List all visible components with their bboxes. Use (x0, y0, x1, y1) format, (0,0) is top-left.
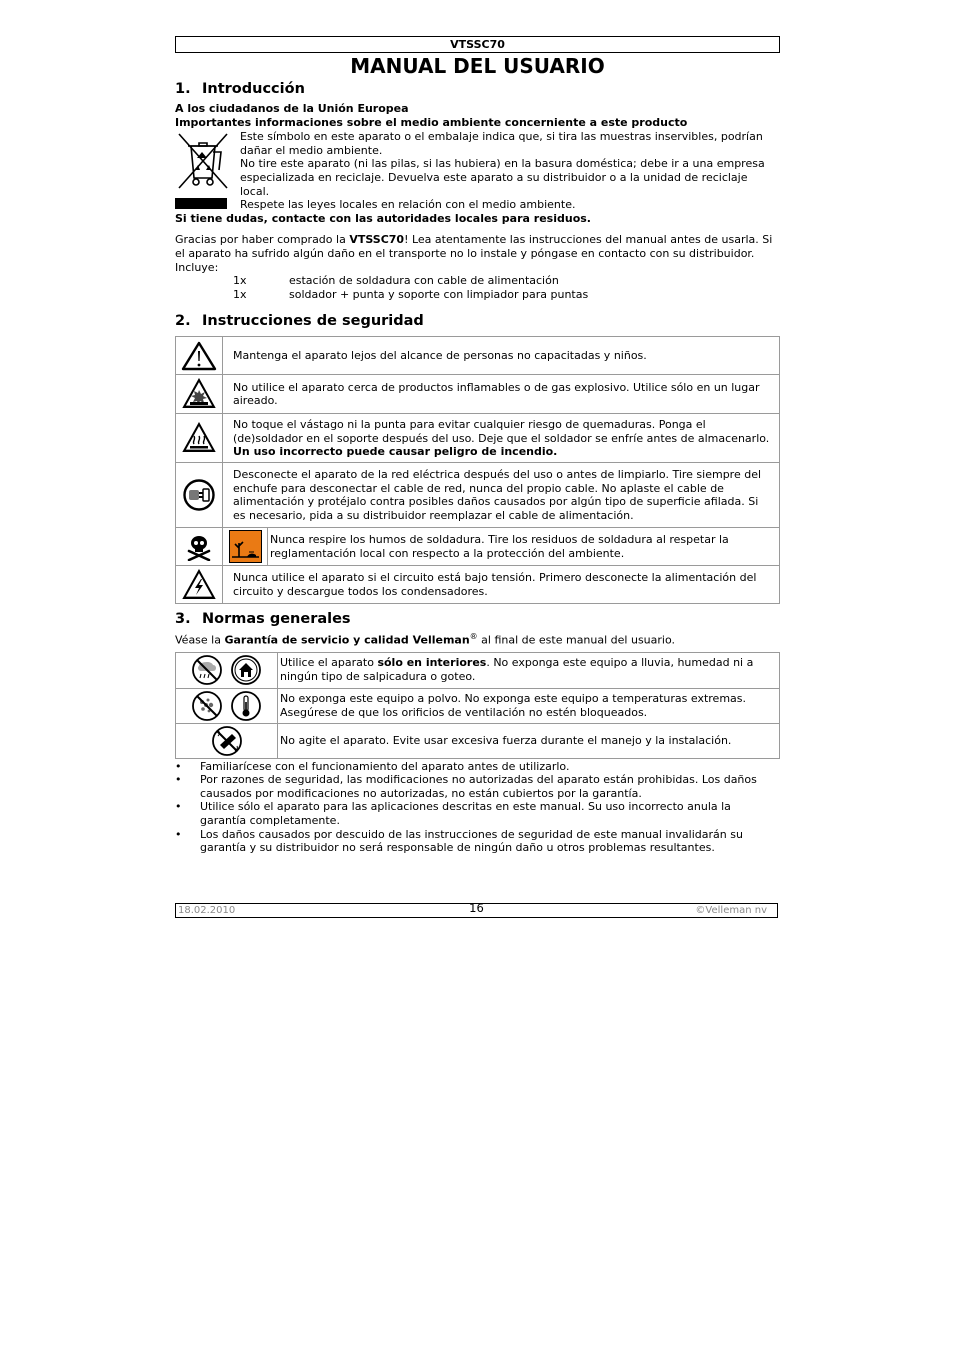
table-row (176, 566, 780, 604)
weee-contact-note: Si tiene dudas, contacte con las autoridades locales para residuos. (175, 211, 591, 225)
safety-text: Nunca respire los humos de soldadura. Tire los residuos de soldadura al respetar la reglamentación local con respecto a la protección del ambiente. (268, 528, 780, 566)
no-shaking-icon (176, 723, 278, 758)
table-row (176, 463, 780, 528)
section-safety-heading: 2. Instrucciones de seguridad (175, 313, 424, 330)
page-number: 16 (469, 901, 484, 915)
table-row (176, 375, 780, 414)
dust-temperature-icon (176, 688, 278, 723)
table-row (176, 652, 780, 688)
page-title: MANUAL DEL USUARIO (350, 54, 605, 78)
table-row (176, 723, 780, 758)
general-text: Utilice el aparato sólo en interiores. No exponga este equipo a lluvia, humedad ni a ningún tipo de salpicadura o goteo. (278, 652, 780, 688)
general-text: No agite el aparato. Evite usar excesiva fuerza durante el manejo y la instalación. (278, 723, 780, 758)
eu-environment-heading: Importantes informaciones sobre el medio ambiente concerniente a este producto (175, 115, 688, 129)
general-text: No exponga este equipo a polvo. No exponga este equipo a temperaturas extremas. Asegúrese de que los orificios de ventilación no estén bloqueados. (278, 688, 780, 723)
explosion-warning-icon (176, 375, 223, 414)
list-item: 1x soldador + punta y soporte con limpiador para puntas (233, 287, 589, 301)
list-item: 1x estación de soldadura con cable de alimentación (233, 274, 559, 288)
weee-paragraph-1: Este símbolo en este aparato o el embalaje indica que, si tira las muestras inservibles, podrían dañar el medio ambiente. (240, 130, 763, 157)
list-item: • Por razones de seguridad, las modificaciones no autorizadas del aparato están prohibidas. Los daños causados por modificaciones no autorizadas, no están cubiertos por la garantía. (175, 773, 780, 800)
list-item: • Utilice sólo el aparato para las aplicaciones descritas en este manual. Su uso incorrecto anula la garantía completamente. (175, 800, 780, 827)
footer-date: 18.02.2010 (178, 905, 236, 916)
includes-list (233, 274, 780, 301)
eu-citizens-heading: A los ciudadanos de la Unión Europea (175, 102, 409, 115)
table-row (176, 528, 780, 566)
environment-hazard-icon (223, 528, 268, 566)
safety-text: No utilice el aparato cerca de productos inflamables o de gas explosivo. Utilice sólo en un lugar aireado. (223, 375, 780, 414)
indoor-use-only-icon (176, 652, 278, 688)
table-row (176, 688, 780, 723)
model-header: VTSSC70 (175, 36, 780, 53)
toxic-skull-icon (176, 528, 223, 566)
safety-table (175, 336, 780, 604)
unplug-icon (176, 463, 223, 528)
manual-page (175, 36, 780, 855)
safety-text: Mantenga el aparato lejos del alcance de personas no capacitadas y niños. (223, 337, 780, 375)
table-row (176, 414, 780, 463)
warning-exclamation-icon (176, 337, 223, 375)
weee-paragraph-3: Respete las leyes locales en relación con el medio ambiente. (240, 198, 576, 212)
footer-copyright: ©Velleman nv (695, 905, 767, 916)
list-item: • Los daños causados por descuido de las instrucciones de seguridad de este manual invalidarán su garantía y su distribuidor no será responsable de ningún daño u otros problemas resultantes. (175, 828, 780, 855)
list-item: • Familiarícese con el funcionamiento del aparato antes de utilizarlo. (175, 760, 780, 774)
section-intro-heading: 1. Introducción (175, 81, 305, 97)
safety-text: Nunca utilice el aparato si el circuito está bajo tensión. Primero desconecte la alimentación del circuito y descargue todos los condensadores. (223, 566, 780, 604)
general-bullet-list (175, 760, 780, 855)
warranty-reference: Véase la Garantía de servicio y calidad Velleman® al final de este manual del usuario. (175, 632, 676, 647)
safety-text: No toque el vástago ni la punta para evitar cualquier riesgo de quemaduras. Ponga el (de)soldador en el soporte después del uso. Deje que el soldador se enfríe antes de almacenarlo. Un uso incorrecto puede causar peligro de incendio. (223, 414, 780, 463)
section-general-heading: 3. Normas generales (175, 611, 351, 628)
crossed-bin-icon (175, 130, 231, 211)
thanks-paragraph: Gracias por haber comprado la VTSSC70! Lea atentamente las instrucciones del manual antes de usarla. Si el aparato ha sufrido algún daño en el transporte no lo instale y póngase en contacto con su distribuidor. (175, 233, 773, 260)
hot-surface-warning-icon (176, 414, 223, 463)
page-footer (175, 903, 778, 918)
general-table (175, 652, 780, 759)
weee-paragraph-2: No tire este aparato (ni las pilas, si las hubiera) en la basura doméstica; debe ir a una empresa especializada en reciclaje. Devuelva este aparato a su distribuidor o a la unidad de reciclaje local. (240, 157, 765, 198)
safety-text: Desconecte el aparato de la red eléctrica después del uso o antes de limpiarlo. Tire siempre del enchufe para desconectar el cable de red, nunca del propio cable. No aplaste el cable de alimentación y protéjalo contra posibles daños causados por algún tipo de superficie afilada. Si es necesario, pida a su distribuidor reemplazar el cable de alimentación. (223, 463, 780, 528)
table-row (176, 337, 780, 375)
includes-label: Incluye: (175, 260, 219, 274)
weee-notice (175, 130, 780, 212)
electric-shock-warning-icon (176, 566, 223, 604)
